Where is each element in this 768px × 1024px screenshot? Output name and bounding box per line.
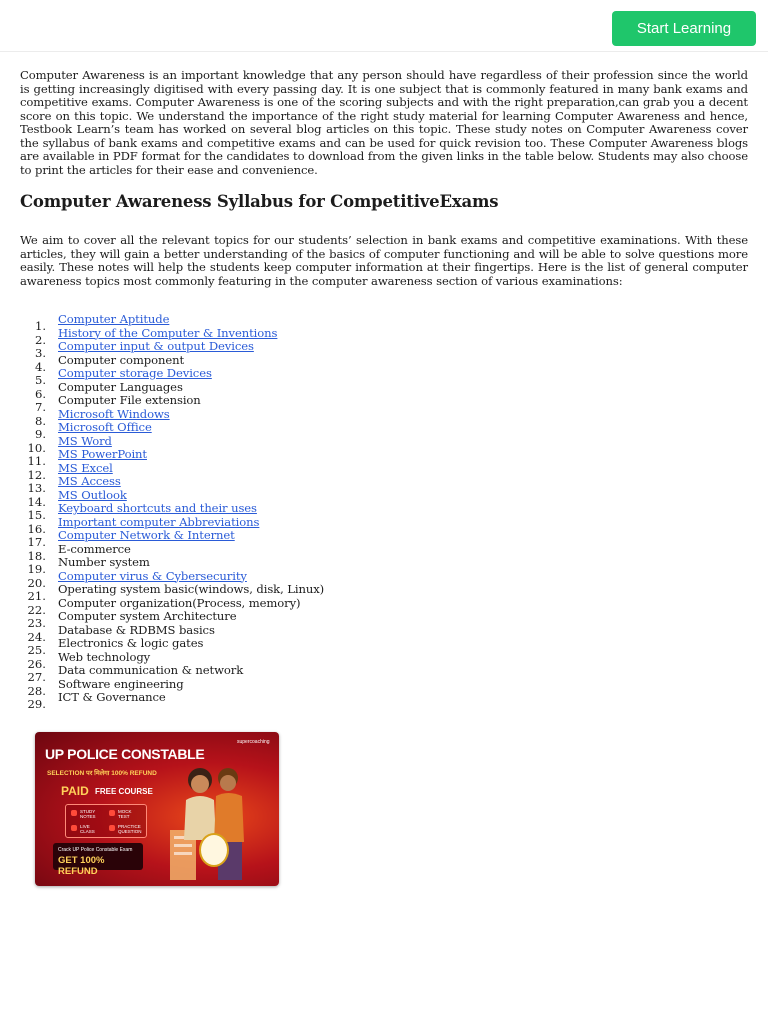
- feature-icon: [71, 825, 77, 831]
- topic-link[interactable]: MS PowerPoint: [58, 447, 147, 461]
- list-number: 23.: [27, 616, 46, 630]
- intro-paragraph: Computer Awareness is an important knowledge that any person should have regardless of their profession since the world is getting increasingly digitised with every passing day. It is one subject that is commonly featured in many bank exams and competitive exams. Computer Awareness is one of the scoring subjects and with the right preparation,can grab you a decent score on this topic. We understand the importance of the right study material for learning Computer Awareness and hence, Testbook Learn’s team has worked on several blog articles on this topic. These study notes on Computer Awareness cover the syllabus of bank exams and competitive exams and can be used for quick revision too. These Computer Awareness blogs are available in PDF format for the candidates to download from the given links in the table below. Students may also choose to print the articles for their ease and convenience.: [20, 68, 748, 177]
- list-number: 12.: [27, 467, 46, 482]
- list-number: 13.: [27, 481, 46, 495]
- topic-item: Computer component: [58, 352, 185, 367]
- topic-item: Data communication & network: [58, 663, 244, 677]
- topic-link[interactable]: Computer Aptitude: [58, 312, 170, 326]
- topic-link[interactable]: Computer storage Devices: [58, 366, 212, 380]
- banner-paid-label: PAID: [61, 784, 89, 798]
- topic-link[interactable]: MS Word: [58, 433, 112, 448]
- topic-link[interactable]: Computer input & output Devices: [58, 339, 254, 353]
- banner-refund-box: [53, 843, 143, 877]
- topic-item: Computer Languages: [58, 379, 183, 394]
- topic-item: Computer system Architecture: [58, 609, 237, 623]
- list-number: 5.: [34, 373, 46, 387]
- banner-features-box: [65, 804, 147, 838]
- list-number: 17.: [27, 535, 46, 549]
- list-number: 18.: [27, 548, 46, 563]
- topic-item: Software engineering: [58, 676, 184, 691]
- topic-link[interactable]: Microsoft Windows: [58, 406, 170, 421]
- list-number: 3.: [34, 346, 46, 360]
- topic-item: Database & RDBMS basics: [58, 622, 215, 637]
- feature-icon: [109, 810, 115, 816]
- topic-link[interactable]: Computer Network & Internet: [58, 528, 235, 542]
- banner-crack-text: Crack UP Police Constable Exam: [58, 847, 133, 853]
- promo-banner[interactable]: [35, 732, 279, 886]
- list-number: 4.: [34, 359, 46, 374]
- top-bar: [0, 0, 768, 52]
- list-number: 9.: [34, 427, 46, 441]
- list-number: 11.: [27, 454, 46, 468]
- start-learning-button[interactable]: Start Learning: [612, 11, 756, 46]
- topic-item: Number system: [58, 555, 150, 569]
- list-number: 1.: [34, 319, 46, 333]
- list-number: 27.: [27, 670, 46, 684]
- topic-list: [58, 313, 558, 705]
- list-number: 29.: [27, 697, 46, 711]
- list-number: 19.: [27, 562, 46, 576]
- topic-item: Web technology: [58, 649, 151, 664]
- topic-item: Electronics & logic gates: [58, 636, 204, 650]
- banner-brand-logo: supercoaching: [237, 739, 270, 745]
- up-police-emblem-icon: [199, 833, 229, 867]
- topic-link[interactable]: Computer virus & Cybersecurity: [58, 568, 247, 583]
- topic-item: Computer File extension: [58, 393, 201, 407]
- topic-link[interactable]: Keyboard shortcuts and their uses: [58, 501, 257, 515]
- section-paragraph: We aim to cover all the relevant topics for our students’ selection in bank exams and competitive examinations. With these articles, they will gain a better understanding of the basics of computer functioning and will be able to solve questions more easily. These notes will help the students keep computer information at their fingertips. Here is the list of general computer awareness topics most commonly featuring in the computer awareness section of various examinations:: [20, 233, 748, 288]
- topic-numbers: [22, 320, 46, 712]
- banner-feature: STUDY NOTES: [80, 809, 96, 819]
- list-number: 25.: [27, 643, 46, 657]
- topic-link[interactable]: MS Excel: [58, 460, 113, 475]
- list-number: 2.: [34, 332, 46, 347]
- list-number: 21.: [27, 589, 46, 603]
- list-number: 22.: [27, 602, 46, 617]
- topic-link[interactable]: Important computer Abbreviations: [58, 514, 260, 529]
- list-number: 8.: [34, 413, 46, 428]
- list-number: 7.: [34, 400, 46, 414]
- list-number: 20.: [27, 575, 46, 590]
- feature-icon: [71, 810, 77, 816]
- topic-item: E-commerce: [58, 541, 131, 556]
- list-number: 10.: [27, 440, 46, 455]
- topic-item: Computer organization(Process, memory): [58, 595, 301, 610]
- list-number: 24.: [27, 629, 46, 644]
- list-number: 15.: [27, 508, 46, 522]
- banner-feature: MOCK TEST: [118, 809, 132, 819]
- list-number: 14.: [27, 494, 46, 509]
- banner-refund-text: GET 100% REFUND: [58, 855, 105, 877]
- topic-link[interactable]: MS Access: [58, 474, 121, 488]
- feature-icon: [109, 825, 115, 831]
- topic-item: ICT & Governance: [58, 690, 166, 704]
- banner-free-course: FREE COURSE: [95, 787, 153, 796]
- banner-subtitle: SELECTION पर मिलेगा 100% REFUND: [47, 770, 157, 777]
- topic-link[interactable]: Microsoft Office: [58, 420, 152, 434]
- banner-feature: PRACTICE QUESTION: [118, 824, 142, 834]
- list-number: 16.: [27, 521, 46, 536]
- topic-item: Operating system basic(windows, disk, Linux): [58, 582, 325, 596]
- list-number: 6.: [34, 386, 46, 401]
- list-number: 28.: [27, 683, 46, 698]
- topic-link[interactable]: MS Outlook: [58, 487, 127, 502]
- list-number: 26.: [27, 656, 46, 671]
- banner-feature: LIVE CLASS: [80, 824, 95, 834]
- topic-link[interactable]: History of the Computer & Inventions: [58, 325, 278, 340]
- banner-title: UP POLICE CONSTABLE: [45, 746, 205, 762]
- section-heading: Computer Awareness Syllabus for CompetitiveExams: [20, 192, 499, 211]
